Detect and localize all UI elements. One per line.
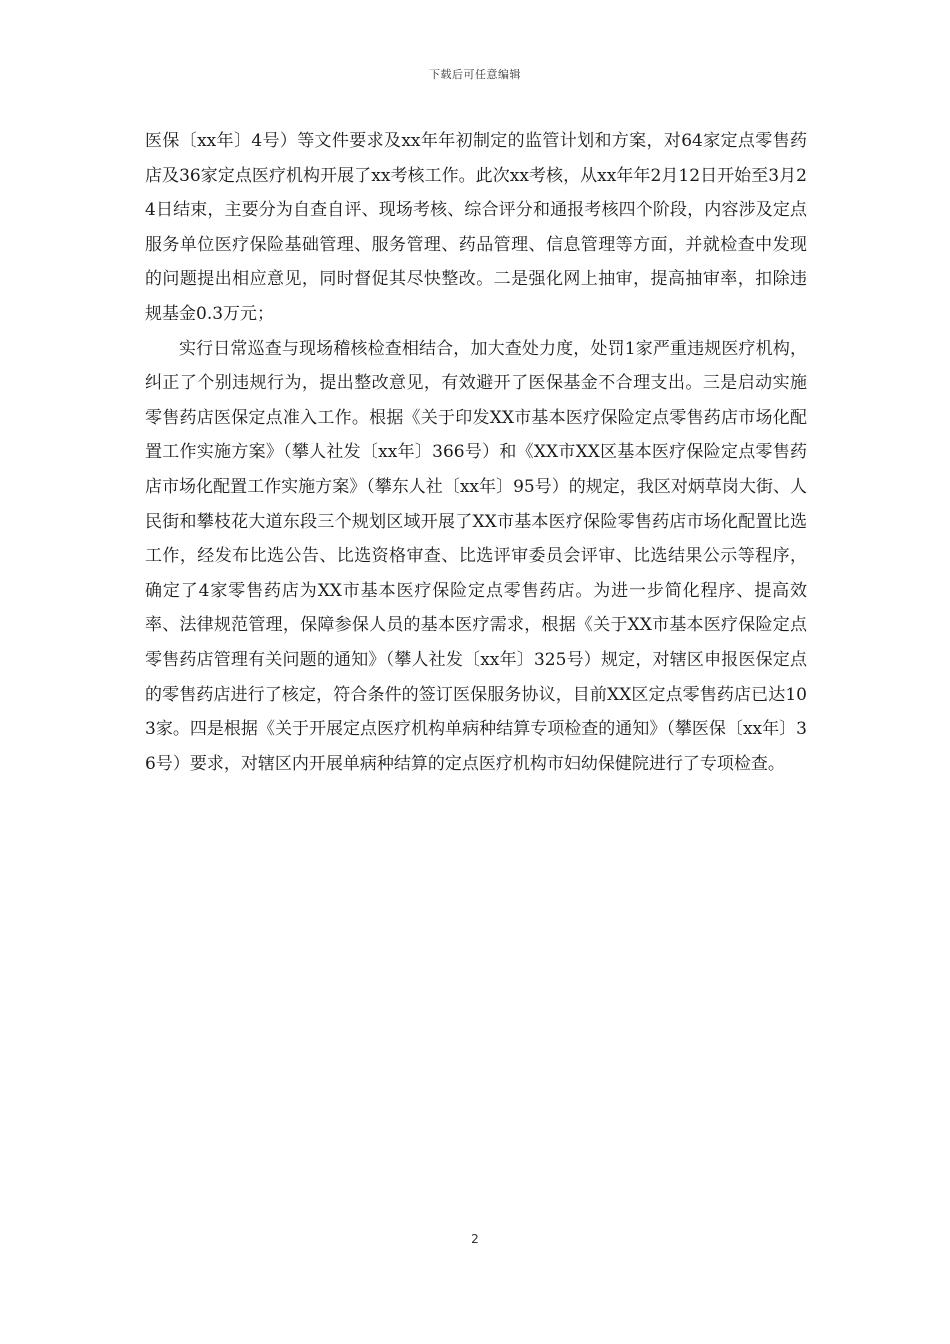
document-body xyxy=(145,124,807,781)
paragraph-1: 医保〔xx年〕4号）等文件要求及xx年年初制定的监管计划和方案，对64家定点零售药店及36家定点医疗机构开展了xx考核工作。此次xx考核，从xx年年2月12日开始至3月24日结束，主要分为自查自评、现场考核、综合评分和通报考核四个阶段，内容涉及定点服务单位医疗保险基础管理、服务管理、药品管理、信息管理等方面，并就检查中发现的问题提出相应意见，同时督促其尽快整改。二是强化网上抽审，提高抽审率，扣除违规基金0.3万元； xyxy=(145,131,807,324)
paragraph-2: 实行日常巡查与现场稽核检查相结合，加大查处力度，处罚1家严重违规医疗机构，纠正了个别违规行为，提出整改意见，有效避开了医保基金不合理支出。三是启动实施零售药店医保定点准入工作。根据《关于印发XX市基本医疗保险定点零售药店市场化配置工作实施方案》（攀人社发〔xx年〕366号）和《XX市XX区基本医疗保险定点零售药店市场化配置工作实施方案》（攀东人社〔xx年〕95号）的规定，我区对炳草岗大街、人民街和攀枝花大道东段三个规划区域开展了XX市基本医疗保险零售药店市场化配置比选工作，经发布比选公告、比选资格审查、比选评审委员会评审、比选结果公示等程序，确定了4家零售药店为XX市基本医疗保险定点零售药店。为进一步简化程序、提高效率、法律规范管理，保障参保人员的基本医疗需求，根据《关于XX市基本医疗保险定点零售药店管理有关问题的通知》（攀人社发〔xx年〕325号）规定，对辖区申报医保定点的零售药店进行了核定，符合条件的签订医保服务协议，目前XX区定点零售药店已达103家。四是根据《关于开展定点医疗机构单病种结算专项检查的通知》（攀医保〔xx年〕36号）要求，对辖区内开展单病种结算的定点医疗机构市妇幼保健院进行了专项检查。 xyxy=(145,338,807,774)
page-header: 下载后可任意编辑 xyxy=(429,68,521,81)
page-number: 2 xyxy=(471,1232,479,1246)
